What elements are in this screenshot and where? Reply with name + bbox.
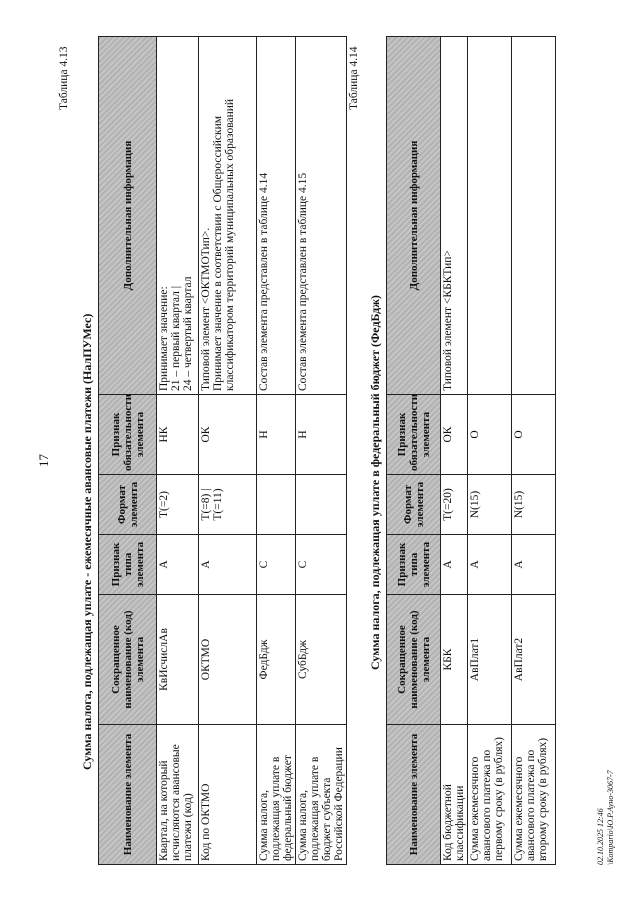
- footer-path: \Kompario\Ю.Р.Ауно-3067-7: [606, 770, 615, 865]
- cell-required: Н: [296, 395, 347, 475]
- cell-name: Квартал, на который исчисляются авансовые платежи (код): [157, 725, 199, 865]
- cell-name: Сумма ежемесячного авансового платежа по первому сроку (в рублях): [468, 725, 512, 865]
- table-4-14-label: Таблица 4.14: [348, 46, 360, 110]
- col-header-info: Дополнительная информация: [387, 37, 441, 395]
- footer-date: 02.10.2025 12:46: [596, 808, 605, 865]
- cell-code: КвИсчислАв: [157, 595, 199, 725]
- table-row: [512, 37, 556, 865]
- col-header-name: Наименование элемента: [99, 725, 157, 865]
- col-header-code: Сокращенное наименование (код) элемента: [99, 595, 157, 725]
- cell-info: Типовой элемент <КБКТип>: [441, 37, 468, 395]
- cell-required: ОК: [199, 395, 257, 475]
- cell-info: [512, 37, 556, 395]
- cell-required: О: [512, 395, 556, 475]
- col-header-code: Сокращенное наименование (код) элемента: [387, 595, 441, 725]
- table-header-row: [99, 37, 157, 865]
- col-header-required: Признак обязательности элемента: [387, 395, 441, 475]
- cell-name: Сумма налога, подлежащая уплате в бюджет субъекта Российской Федерации: [296, 725, 347, 865]
- cell-format: T(=8) | T(=11): [199, 475, 257, 535]
- cell-code: ОКТМО: [199, 595, 257, 725]
- cell-info: [468, 37, 512, 395]
- col-header-type: Признак типа элемента: [387, 535, 441, 595]
- table-row: [441, 37, 468, 865]
- table-4-14-title: Сумма налога, подлежащая уплате в федеральный бюджет (ФедБдж): [368, 295, 382, 670]
- cell-type: А: [199, 535, 257, 595]
- page-number: 17: [36, 454, 51, 467]
- col-header-name: Наименование элемента: [387, 725, 441, 865]
- table-row: [257, 37, 296, 865]
- cell-format: N(15): [512, 475, 556, 535]
- table-4-13-title: Сумма налога, подлежащая уплате - ежемесячные авансовые платежи (НалПУМес): [80, 313, 94, 770]
- cell-code: СубБдж: [296, 595, 347, 725]
- cell-type: С: [257, 535, 296, 595]
- cell-format: [296, 475, 347, 535]
- table-4-13-label: Таблица 4.13: [58, 46, 70, 110]
- cell-info: Принимает значение: 21 – первый квартал | 24 – четвертый квартал: [157, 37, 199, 395]
- cell-required: НК: [157, 395, 199, 475]
- col-header-info: Дополнительная информация: [99, 37, 157, 395]
- table-4-14: [386, 36, 556, 865]
- cell-type: А: [157, 535, 199, 595]
- cell-format: T(=2): [157, 475, 199, 535]
- cell-info: Состав элемента представлен в таблице 4.14: [257, 37, 296, 395]
- footer-stamp: [596, 770, 616, 865]
- cell-name: Сумма налога, подлежащая уплате в федеральный бюджет: [257, 725, 296, 865]
- col-header-format: Формат элемента: [387, 475, 441, 535]
- col-header-required: Признак обязательности элемента: [99, 395, 157, 475]
- cell-info: Типовой элемент <ОКТМОТип>. Принимает значение в соответствии с Общероссийским классификатором территорий муниципальных образований: [199, 37, 257, 395]
- table-4-13: [98, 36, 347, 865]
- cell-required: Н: [257, 395, 296, 475]
- cell-name: Код по ОКТМО: [199, 725, 257, 865]
- cell-format: [257, 475, 296, 535]
- cell-code: АвПлат2: [512, 595, 556, 725]
- cell-required: ОК: [441, 395, 468, 475]
- cell-type: С: [296, 535, 347, 595]
- cell-code: КБК: [441, 595, 468, 725]
- cell-name: Сумма ежемесячного авансового платежа по второму сроку (в рублях): [512, 725, 556, 865]
- cell-format: T(=20): [441, 475, 468, 535]
- table-header-row: [387, 37, 441, 865]
- cell-name: Код бюджетной классификации: [441, 725, 468, 865]
- cell-type: А: [441, 535, 468, 595]
- cell-code: АвПлат1: [468, 595, 512, 725]
- cell-type: А: [512, 535, 556, 595]
- cell-code: ФедБдж: [257, 595, 296, 725]
- table-row: [468, 37, 512, 865]
- table-row: [157, 37, 199, 865]
- cell-required: О: [468, 395, 512, 475]
- table-row: [296, 37, 347, 865]
- cell-format: N(15): [468, 475, 512, 535]
- table-row: [199, 37, 257, 865]
- cell-info: Состав элемента представлен в таблице 4.15: [296, 37, 347, 395]
- col-header-type: Признак типа элемента: [99, 535, 157, 595]
- cell-type: А: [468, 535, 512, 595]
- col-header-format: Формат элемента: [99, 475, 157, 535]
